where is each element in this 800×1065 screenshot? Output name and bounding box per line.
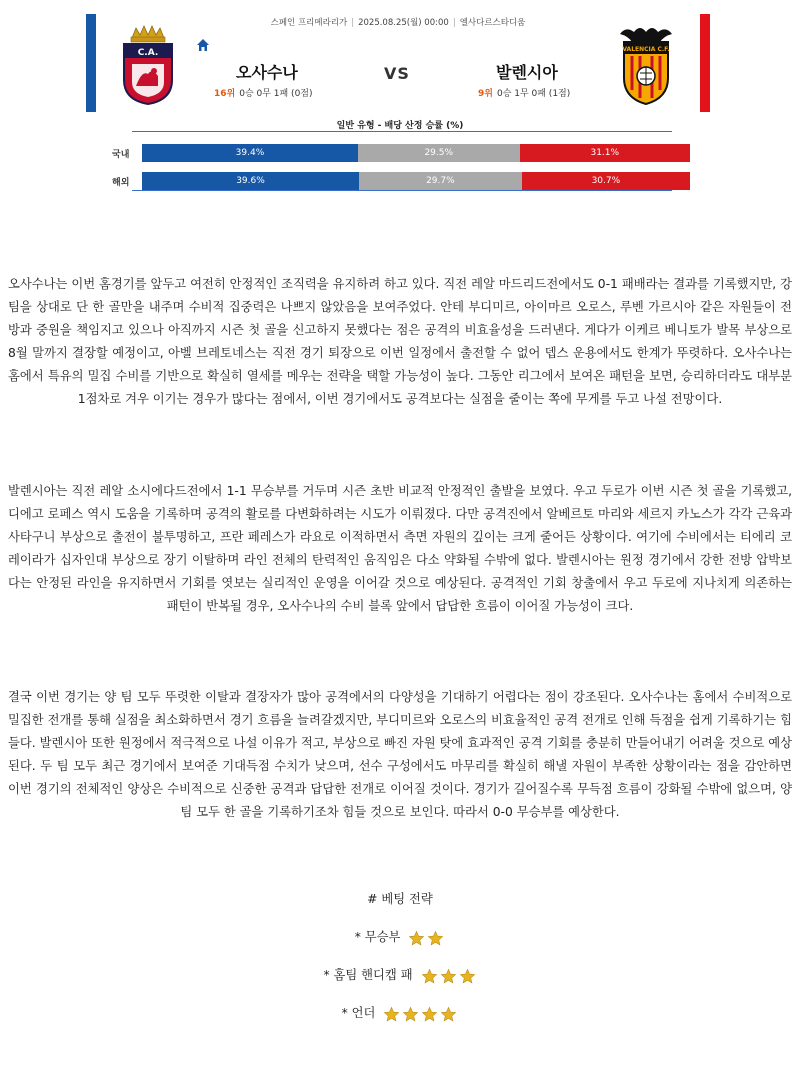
away-win-bar: 30.7%: [522, 172, 690, 190]
star-icon: [459, 968, 476, 985]
home-team-record: [214, 86, 313, 99]
star-icon: [421, 1006, 438, 1023]
odds-section-title: 일반 유형 - 배당 산정 승률 (%): [336, 121, 464, 131]
odds-row-overseas: [112, 172, 690, 190]
strategy-item-handicap: [0, 964, 800, 986]
star-icon: [440, 1006, 457, 1023]
star-icon: [421, 968, 438, 985]
vs-label: VS: [384, 64, 410, 83]
odds-row-label: 국내: [112, 150, 130, 160]
away-team-wdl: 0승 1무 0패 (1점): [496, 89, 571, 99]
star-rating: [382, 1003, 458, 1025]
svg-text:VALENCIA C.F.: VALENCIA C.F.: [622, 46, 670, 53]
home-win-bar: 39.4%: [142, 144, 358, 162]
odds-row-domestic: [112, 144, 690, 162]
home-icon: [196, 38, 210, 52]
venue-name: 엘사다르스타디움: [459, 18, 526, 28]
away-team-logo: [616, 24, 676, 106]
article-paragraph-conclusion: 결국 이번 경기는 양 팀 모두 뚜렷한 이탈과 결장자가 많아 공격에서의 다양성을 기대하기 어렵다는 점이 강조된다. 오사수나는 홈에서 수비적으로 밀집한 전개를 통해 실점을 최소화하면서 경기 흐름을 늘려갈겠지만, 부디미르와 오로스의 비효율적인 공격 전개로 인해 득점을 쉽게 기록하기는 힘들다. 발렌시아 또한 원정에서 적극적으로 나설 이유가 적고, 부상으로 빠진 자원 탓에 효과적인 공격 기회를 충분히 만들어내기 어려울 것으로 예상된다. 두 팀 모두 최근 경기에서 보여준 기대득점 수치가 낮으며, 선수 구성에서도 마무리를 확실히 해낼 자원이 부족한 상황이라는 점을 감안하면 이번 경기의 전체적인 양상은 수비적으로 신중한 공격과 답답한 전개로 이어질 것이다. 경기가 길어질수록 무득점 흐름이 강화될 수밖에 없으며, 양 팀 모두 한 골을 기록하기조차 힘들 것으로 보인다. 따라서 0-0 무승부를 예상한다.: [8, 690, 792, 819]
star-icon: [402, 1006, 419, 1023]
star-icon: [440, 968, 457, 985]
away-color-bar: [700, 14, 710, 112]
strategy-item-label: * 홈팀 핸디캡 패: [323, 968, 413, 982]
home-team-name: 오사수나: [236, 63, 298, 82]
betting-strategy: [0, 888, 800, 1024]
match-datetime: 2025.08.25(월) 00:00: [358, 18, 449, 28]
home-team-rank: 16위: [214, 89, 236, 99]
away-win-bar: 31.1%: [520, 144, 690, 162]
star-icon: [383, 1006, 400, 1023]
odds-section-divider: [132, 131, 672, 132]
home-win-bar: 39.6%: [142, 172, 359, 190]
betting-strategy-title: # 베팅 전략: [367, 892, 433, 906]
away-team-rank: 9위: [478, 89, 493, 99]
svg-text:C.A.: C.A.: [137, 48, 159, 58]
strategy-item-label: * 언더: [341, 1006, 376, 1020]
home-color-bar: [86, 14, 96, 112]
star-icon: [408, 930, 425, 947]
match-header: [86, 14, 710, 112]
away-team-record: [478, 86, 570, 99]
odds-section-bottom-divider: [132, 190, 672, 191]
home-team-logo: [118, 24, 178, 106]
away-team-name: 발렌시아: [496, 63, 558, 82]
odds-row-label: 해외: [112, 178, 130, 188]
strategy-item-under: [0, 1002, 800, 1024]
star-rating: [420, 965, 477, 987]
match-info: 스페인 프리메라리가 | 2025.08.25(월) 00:00 | 엘사다르스타디움: [270, 18, 526, 28]
draw-bar: 29.5%: [358, 144, 520, 162]
article-paragraph-away: 발렌시아는 직전 레알 소시에다드전에서 1-1 무승부를 거두며 시즌 초반 비교적 안정적인 출발을 보였다. 우고 두로가 이번 시즌 첫 골을 기록했고, 디에고 로페스 역시 도움을 기록하며 공격의 활로를 다변화하려는 시도가 이뤄졌다. 다만 공격진에서 알베르토 마리와 세르지 카노스가 각각 근육과 사타구니 부상으로 출전이 불투명하고, 프란 페레스가 라요로 이적하면서 측면 자원의 깊이는 크게 줄어든 상황이다. 여기에 수비에서는 티에리 코레이라가 십자인대 부상으로 장기 이탈하며 라인 전체의 탄력적인 움직임은 다소 약화될 수밖에 없다. 발렌시아는 원정 경기에서 강한 전방 압박보다는 안정된 라인을 유지하면서 기회를 엿보는 실리적인 운영을 이어갈 것으로 예상된다. 공격적인 기회 창출에서 우고 두로에 지나치게 의존하는 패턴이 반복될 경우, 오사수나의 수비 블록 앞에서 답답한 흐름이 이어질 가능성이 크다.: [8, 484, 792, 613]
draw-bar: 29.7%: [359, 172, 522, 190]
strategy-item-label: * 무승부: [354, 930, 401, 944]
league-name: 스페인 프리메라리가: [270, 18, 348, 28]
home-team-wdl: 0승 0무 1패 (0점): [239, 89, 313, 99]
star-rating: [407, 927, 445, 949]
strategy-item-draw: [0, 926, 800, 948]
star-icon: [427, 930, 444, 947]
article-paragraph-home: 오사수나는 이번 홈경기를 앞두고 여전히 안정적인 조직력을 유지하려 하고 있다. 직전 레알 마드리드전에서도 0-1 패배라는 결과를 기록했지만, 강팀을 상대로 단 한 골만을 내주며 수비적 집중력은 나쁘지 않았음을 보여주었다. 안테 부디미르, 아이마르 오로스, 루벤 가르시아 같은 자원들이 전방과 중원을 책임지고 있으나 아직까지 시즌 첫 골을 신고하지 못했다는 점은 공격의 비효율성을 드러낸다. 게다가 이케르 베니토가 발목 부상으로 8월 말까지 결장할 예정이고, 아벨 브레토네스는 직전 경기 퇴장으로 이번 일정에서 출전할 수 없어 뎁스 운용에서도 한계가 뚜렷하다. 오사수나는 홈에서 특유의 밀집 수비를 기반으로 확실히 열세를 메우는 전략을 택할 가능성이 높다. 그동안 리그에서 보여온 패턴을 보면, 승리하더라도 대부분 1점차로 겨우 이기는 경우가 많다는 점에서, 이번 경기에서도 공격보다는 실점을 줄이는 쪽에 무게를 두고 나설 전망이다.: [8, 277, 792, 406]
